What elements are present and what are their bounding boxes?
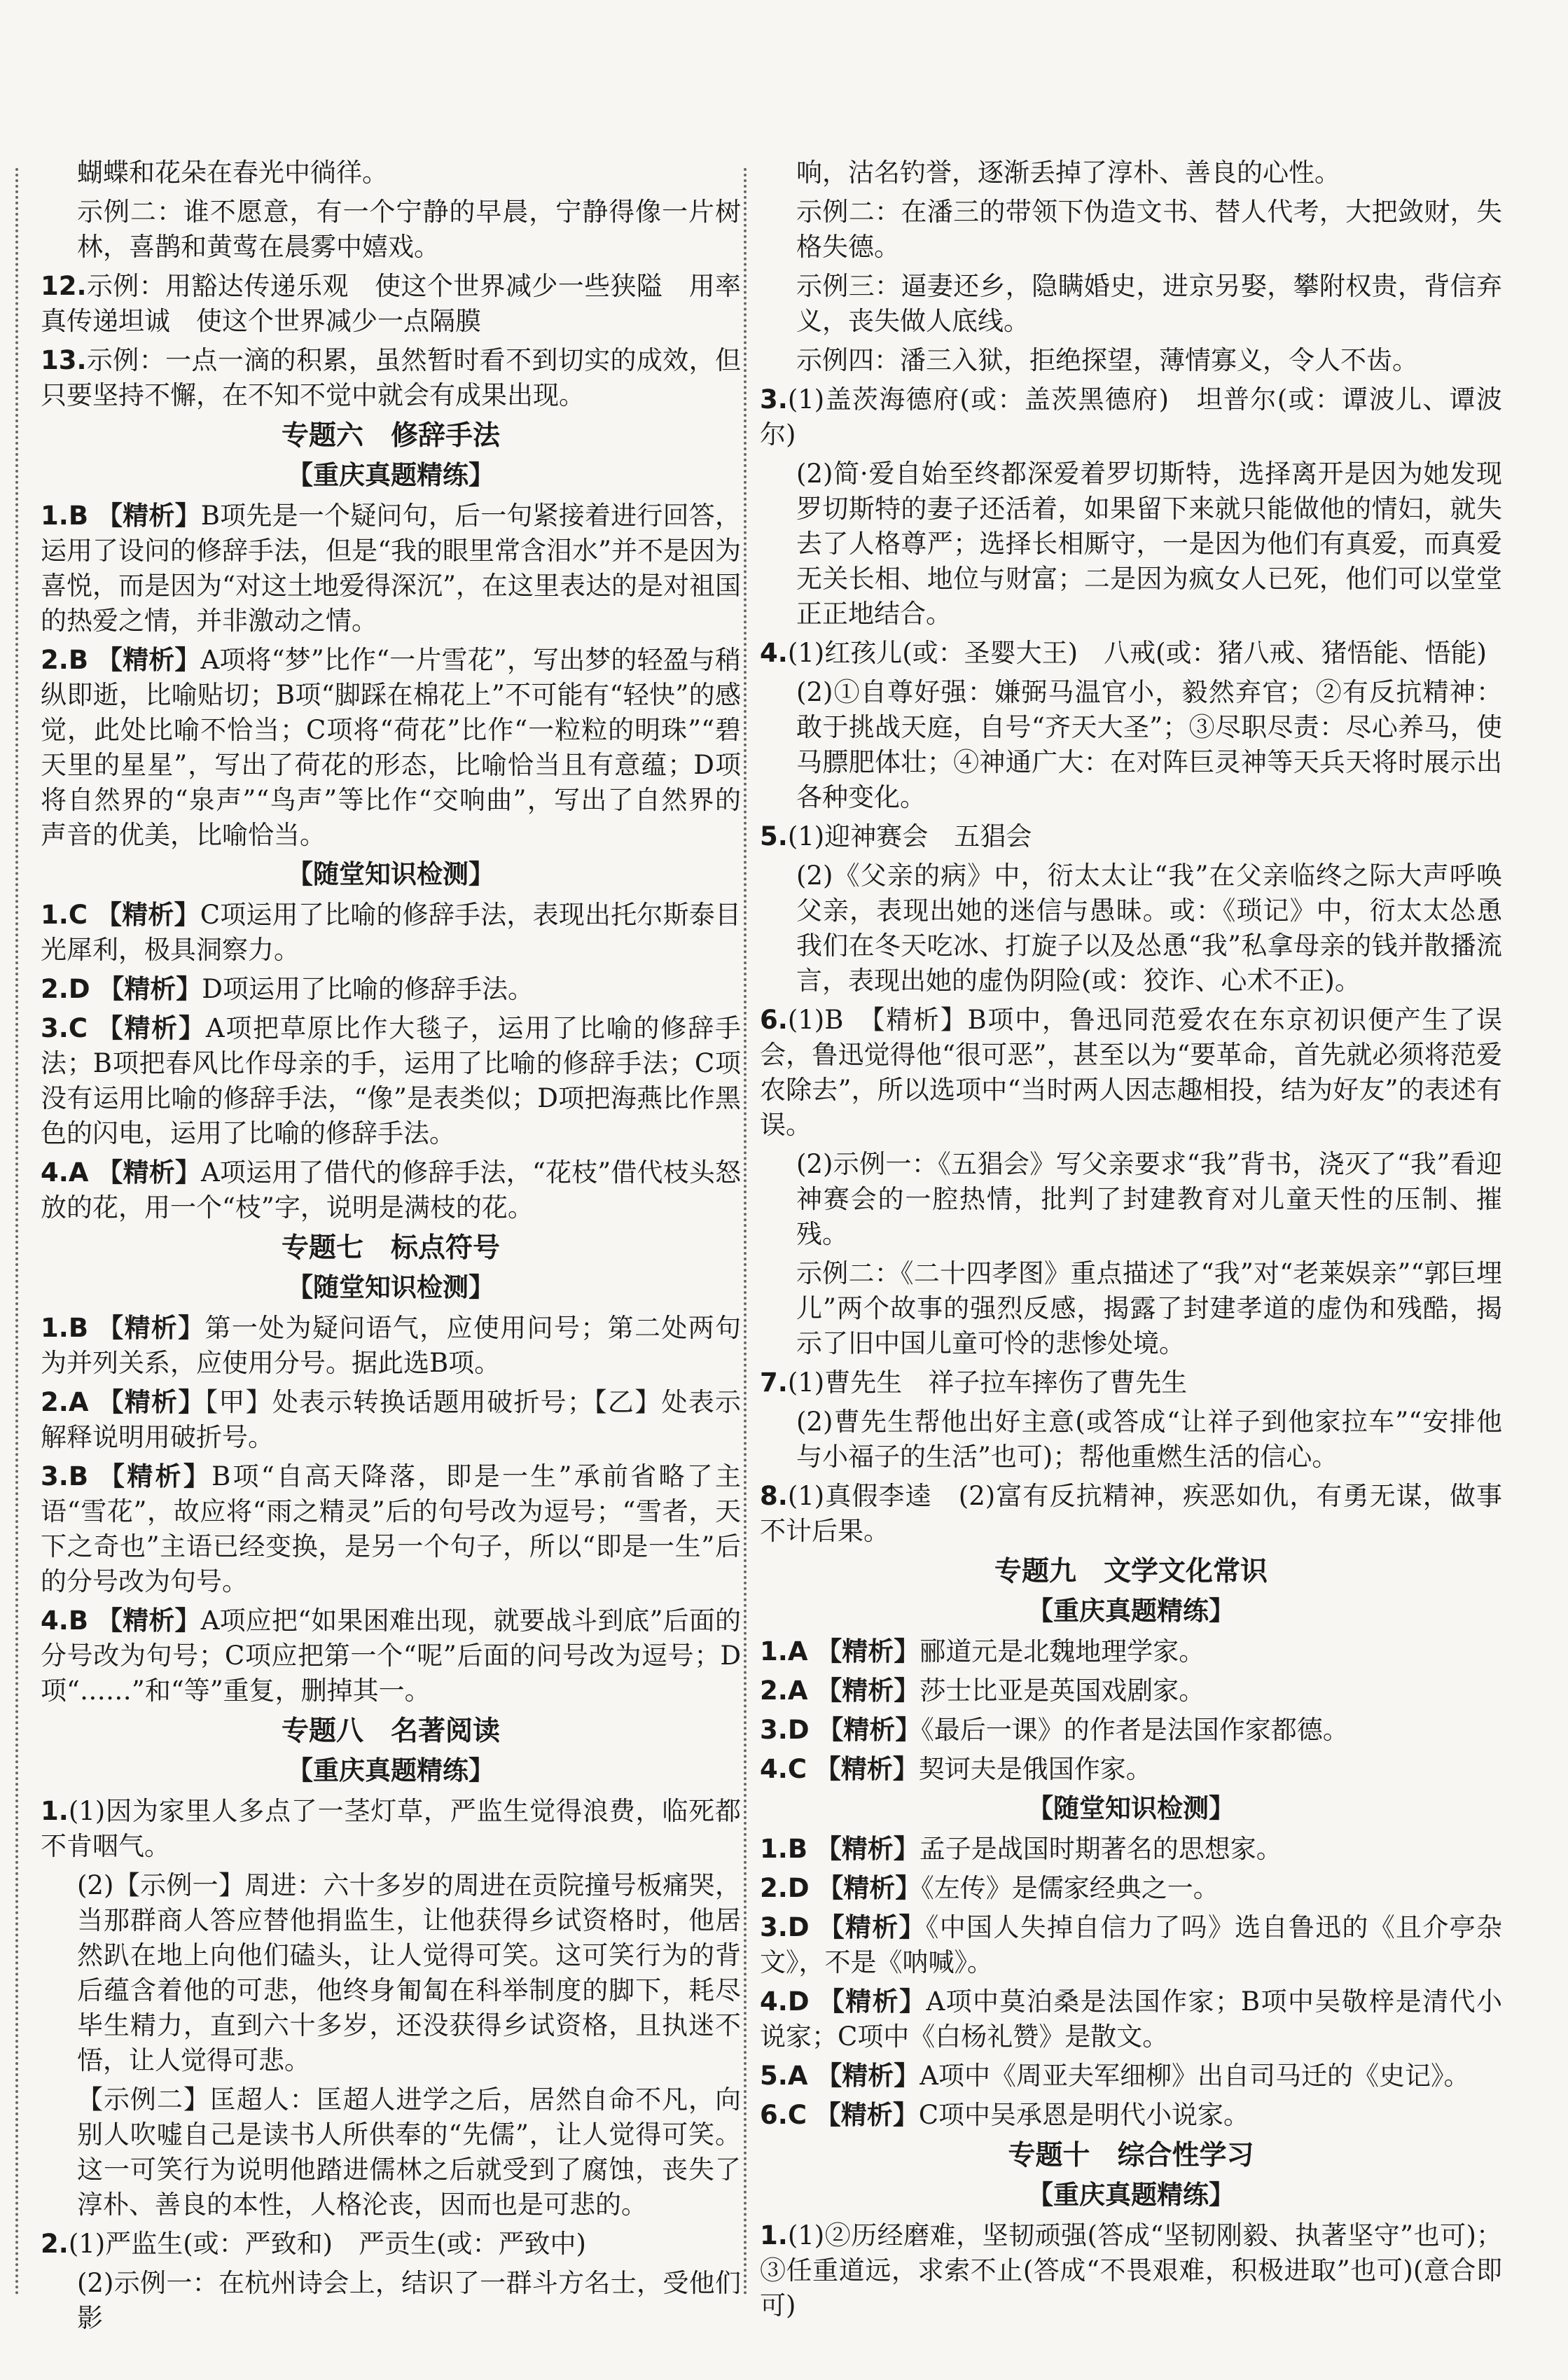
answer-paragraph — [760, 457, 1502, 632]
answer-text: C项中吴承恩是明代小说家。 — [918, 2100, 1250, 2130]
answer-paragraph — [760, 1256, 1502, 1361]
answer-text: (2)示例一：《五猖会》写父亲要求“我”背书，浇灭了“我”看迎神赛会的一腔热情，批判了封建教育对儿童天性的压制、摧残。 — [796, 1149, 1502, 1249]
analysis-tag: 【精析】 — [814, 1754, 919, 1784]
question-number: 4. — [41, 1157, 69, 1188]
answer-item — [41, 499, 741, 639]
question-number: 4. — [760, 638, 788, 668]
answer-paragraph — [760, 269, 1502, 339]
question-number: 13. — [41, 345, 87, 375]
question-number: 2. — [41, 2229, 69, 2259]
analysis-tag: 【精析】 — [817, 1873, 922, 1903]
answer-text: A项中莫泊桑是法国作家；B项中吴敬梓是清代小说家；C项中《白杨礼赞》是散文。 — [760, 1986, 1503, 2052]
analysis-tag: 【精析】 — [96, 645, 201, 675]
answer-text: 《中国人失掉自信力了吗》选自鲁迅的《且介亭杂文》，不是《呐喊》。 — [760, 1912, 1502, 1977]
question-number: 2. — [41, 1387, 69, 1417]
question-number: 1. — [760, 1636, 788, 1666]
answer-text: (1)②历经磨难，坚韧顽强(答成“坚韧刚毅、执著坚守”也可)；③任重道远，求索不止(答成“不畏艰难，积极进取”也可)(意合即可) — [760, 2220, 1502, 2320]
answer-choice: A — [68, 1157, 89, 1188]
analysis-tag: 【精析】 — [816, 2061, 920, 2091]
answer-item — [760, 382, 1502, 452]
answer-paragraph — [41, 155, 741, 190]
answer-text: 第一处为疑问语气，应使用问号；第二处两句为并列关系，应使用分号。据此选B项。 — [41, 1313, 742, 1378]
analysis-tag: 【精析】 — [95, 900, 200, 930]
subsection-heading: 【重庆真题精练】 — [287, 1755, 494, 1786]
answer-item — [41, 269, 741, 339]
answer-text: 示例二：《二十四孝图》重点描述了“我”对“老莱娱亲”“郭巨埋儿”两个故事的强烈反感，揭露了封建孝道的虚伪和残酷，揭示了旧中国儿童可怜的悲惨处境。 — [796, 1258, 1502, 1358]
answer-item — [41, 972, 741, 1007]
answer-choice: A — [68, 1387, 89, 1417]
answer-item — [760, 2059, 1502, 2094]
answer-item — [760, 2218, 1502, 2323]
answer-choice: D — [787, 1986, 810, 2017]
answer-text: (2)示例一：在杭州诗会上，结识了一群斗方名士，受他们影 — [77, 2268, 741, 2333]
left-margin-dotted-line — [15, 168, 18, 2297]
column-divider-dotted-line — [744, 168, 747, 2297]
answer-item — [760, 1871, 1502, 1906]
analysis-tag: 【精析】 — [816, 1636, 920, 1666]
answer-choice: B — [68, 1461, 89, 1491]
answer-text: 示例：一点一滴的积累，虽然暂时看不到切实的成效，但只要坚持不懈，在不知不觉中就会有成果出现。 — [41, 345, 741, 410]
question-number: 3. — [41, 1013, 69, 1043]
question-number: 2. — [41, 974, 69, 1004]
answer-item — [41, 898, 741, 968]
answer-choice: D — [787, 1715, 810, 1745]
analysis-tag: 【精析】 — [96, 501, 201, 531]
answer-paragraph — [760, 1147, 1502, 1252]
answer-item — [760, 1673, 1502, 1709]
question-number: 4. — [760, 1986, 788, 2017]
answer-item — [41, 643, 741, 853]
answer-text: (2)【示例一】周进：六十多岁的周进在贡院撞号板痛哭，当那群商人答应替他捐监生，让他获得乡试资格时，他居然趴在地上向他们磕头，让人觉得可笑。这可笑行为的背后蕴含着他的可悲，他终身匍匐在科举制度的脚下，耗尽毕生精力，直到六十多岁，还没获得乡试资格，且执迷不悟，让人觉得可悲。 — [77, 1870, 741, 2075]
answer-text: 郦道元是北魏地理学家。 — [920, 1636, 1205, 1666]
answer-text: 响，沽名钓誉，逐渐丢掉了淳朴、善良的心性。 — [796, 158, 1340, 188]
section-heading: 专题七 标点符号 — [281, 1232, 500, 1264]
answer-item — [760, 1752, 1502, 1787]
analysis-tag: 【精析】 — [98, 974, 202, 1004]
question-number: 2. — [760, 1676, 788, 1706]
question-number: 1. — [41, 1313, 69, 1343]
question-number: 1. — [41, 900, 69, 930]
answer-item — [760, 1910, 1502, 1980]
answer-text: A项将“梦”比作“一片雪花”，写出梦的轻盈与稍纵即逝，比喻贴切；B项“脚踩在棉花上”不可能有“轻快”的感觉，此处比喻不恰当；C项将“荷花”比作“一粒粒的明珠”“碧天里的星星”，写出了荷花的形态，比喻恰当且有意蕴；D项将自然界的“泉声”“鸟声”等比作“交响曲”，写出了自然界的声音的优美，比喻恰当。 — [41, 645, 742, 850]
answer-choice: A — [787, 1676, 808, 1706]
answer-text: C项运用了比喻的修辞手法，表现出托尔斯泰目光犀利，极具洞察力。 — [41, 900, 742, 965]
answer-paragraph — [760, 1405, 1502, 1475]
answer-item — [760, 1832, 1502, 1867]
answer-paragraph — [41, 195, 741, 265]
answer-choice: D — [787, 1912, 810, 1942]
answer-text: 《左传》是儒家经典之一。 — [921, 1873, 1219, 1903]
analysis-tag: 【精析】 — [97, 1313, 205, 1343]
answer-item — [41, 343, 741, 413]
answer-choice: B — [68, 1606, 89, 1636]
answer-paragraph — [41, 2082, 741, 2222]
answer-text: (2)《父亲的病》中，衍太太让“我”在父亲临终之际大声呼唤父亲，表现出她的迷信与愚昧。或：《琐记》中，衍太太怂恿我们在冬天吃冰、打旋子以及怂恿“我”私拿母亲的钱并散播流言，表现出她的虚伪阴险(或：狡诈、心术不正)。 — [796, 861, 1502, 996]
left-column — [41, 155, 741, 2340]
answer-text: (2)曹先生帮他出好主意(或答成“让祥子到他家拉车”“安排他与小福子的生活”也可)；帮他重燃生活的信心。 — [796, 1407, 1502, 1472]
answer-text: 莎士比亚是英国戏剧家。 — [920, 1676, 1205, 1706]
question-number: 1. — [41, 1796, 69, 1826]
analysis-tag: 【精析】 — [97, 1387, 205, 1417]
answer-paragraph — [760, 858, 1502, 998]
question-number: 3. — [760, 384, 788, 415]
question-number: 3. — [41, 1461, 69, 1491]
answer-paragraph — [760, 195, 1502, 265]
answer-item — [41, 2227, 741, 2262]
question-number: 3. — [760, 1715, 788, 1745]
question-number: 5. — [760, 821, 788, 851]
answer-text: (1)因为家里人多点了一茎灯草，严监生觉得浪费，临死都不肯咽气。 — [41, 1796, 741, 1861]
answer-text: 示例三：逼妻还乡，隐瞒婚史，进京另娶，攀附权贵，背信弃义，丧失做人底线。 — [796, 271, 1502, 336]
answer-item — [760, 2098, 1502, 2133]
answer-choice: A — [787, 1636, 808, 1666]
answer-choice: B — [787, 1834, 808, 1864]
answer-choice: A — [787, 2061, 808, 2091]
answer-item — [41, 1011, 741, 1151]
answer-text: (1)真假李逵 (2)富有反抗精神，疾恶如仇，有勇无谋，做事不计后果。 — [760, 1481, 1502, 1546]
answer-text: 示例四：潘三入狱，拒绝探望，薄情寡义，令人不齿。 — [796, 345, 1418, 375]
section-heading: 专题九 文学文化常识 — [994, 1556, 1268, 1587]
answer-paragraph — [760, 675, 1502, 815]
question-number: 8. — [760, 1481, 788, 1511]
right-column — [760, 155, 1502, 2327]
answer-text: (1)盖茨海德府(或：盖茨黑德府) 坦普尔(或：谭波儿、谭波尔) — [760, 384, 1502, 450]
answer-item — [760, 1713, 1502, 1748]
answer-paragraph — [760, 343, 1502, 378]
analysis-tag: 【精析】 — [97, 1013, 206, 1043]
answer-text: (1)B 【精析】B项中，鲁迅同范爱农在东京初识便产生了误会，鲁迅觉得他“很可恶”，甚至以为“要革命，首先就必须将范爱农除去”，所以选项中“当时两人因志趣相投，结为好友”的表述有误。 — [760, 1005, 1502, 1140]
answer-text: 【示例二】匡超人：匡超人进学之后，居然自命不凡，向别人吹嘘自己是读书人所供奉的“先儒”，让人觉得可笑。这一可笑行为说明他踏进儒林之后就受到了腐蚀，丧失了淳朴、善良的本性，人格沦丧，因而也是可悲的。 — [77, 2085, 741, 2220]
analysis-tag: 【精析】 — [818, 1912, 926, 1942]
answer-choice: B — [68, 501, 89, 531]
answer-text: 契诃夫是俄国作家。 — [918, 1754, 1152, 1784]
question-number: 6. — [760, 2100, 788, 2130]
answer-text: (2)简·爱自始至终都深爱着罗切斯特，选择离开是因为她发现罗切斯特的妻子还活着，如果留下来就只能做他的情妇，就失去了人格尊严；选择长相厮守，一是因为他们有真爱，而真爱无关长相、地位与财富；二是因为疯女人已死，他们可以堂堂正正地结合。 — [796, 459, 1502, 629]
answer-item — [760, 1003, 1502, 1143]
question-number: 3. — [760, 1912, 788, 1942]
answer-text: 示例二：在潘三的带领下伪造文书、替人代考，大把敛财，失格失德。 — [796, 197, 1502, 262]
answer-text: 示例：用豁达传递乐观 使这个世界减少一些狭隘 用率真传递坦诚 使这个世界减少一点隔膜 — [41, 271, 741, 336]
analysis-tag: 【精析】 — [814, 2100, 919, 2130]
section-heading: 专题八 名著阅读 — [281, 1716, 500, 1747]
answer-text: (1)迎神赛会 五猖会 — [787, 821, 1032, 851]
analysis-tag: 【精析】 — [816, 1676, 920, 1706]
answer-text: (1)红孩儿(或：圣婴大王) 八戒(或：猪八戒、猪悟能、悟能) — [787, 638, 1487, 668]
answer-item — [760, 1634, 1502, 1669]
answer-item — [41, 1459, 741, 1599]
answer-text: D项运用了比喻的修辞手法。 — [202, 974, 534, 1004]
answer-text: B项“自高天降落，即是一生”承前省略了主语“雪花”，故应将“雨之精灵”后的句号改为逗号；“雪者，天下之奇也”主语已经变换，是另一个句子，所以“即是一生”后的分号改为句号。 — [41, 1461, 741, 1596]
analysis-tag: 【精析】 — [815, 1834, 920, 1864]
answer-text: 示例二：谁不愿意，有一个宁静的早晨，宁静得像一片树林，喜鹊和黄莺在晨雾中嬉戏。 — [77, 197, 741, 262]
answer-text: A项中《周亚夫军细柳》出自司马迁的《史记》。 — [920, 2061, 1470, 2091]
subsection-heading: 【随堂知识检测】 — [287, 859, 494, 889]
question-number: 4. — [760, 1754, 788, 1784]
answer-text: A项把草原比作大毯子，运用了比喻的修辞手法；B项把春风比作母亲的手，运用了比喻的修辞手法；C项没有运用比喻的修辞手法，“像”是表类似；D项把海燕比作黑色的闪电，运用了比喻的修辞手法。 — [41, 1013, 741, 1148]
question-number: 12. — [41, 271, 87, 301]
answer-item — [41, 1155, 741, 1225]
answer-item — [41, 1311, 741, 1381]
analysis-tag: 【精析】 — [97, 1157, 202, 1188]
question-number: 1. — [760, 2220, 788, 2250]
answer-choice: D — [787, 1873, 810, 1903]
answer-choice: C — [787, 1754, 807, 1784]
question-number: 5. — [760, 2061, 788, 2091]
answer-choice: D — [68, 974, 90, 1004]
subsection-heading: 【随堂知识检测】 — [1027, 1793, 1235, 1823]
section-heading: 专题十 综合性学习 — [1008, 2140, 1254, 2171]
answer-choice: C — [68, 1013, 88, 1043]
answer-choice: C — [787, 2100, 807, 2130]
answer-text: B项先是一个疑问句，后一句紧接着进行回答，运用了设问的修辞手法，但是“我的眼里常含泪水”并不是因为喜悦，而是因为“对这土地爱得深沉”，在这里表达的是对祖国的热爱之情，并非激动之情。 — [41, 501, 741, 636]
section-heading: 专题六 修辞手法 — [281, 420, 500, 452]
question-number: 4. — [41, 1606, 69, 1636]
answer-text: 《最后一课》的作者是法国作家都德。 — [921, 1715, 1349, 1745]
analysis-tag: 【精析】 — [99, 1461, 212, 1491]
answer-item — [760, 636, 1502, 671]
answer-paragraph — [41, 1868, 741, 2078]
answer-choice: C — [68, 900, 88, 930]
subsection-heading: 【重庆真题精练】 — [1027, 1596, 1235, 1626]
answer-text: (1)曹先生 祥子拉车摔伤了曹先生 — [787, 1368, 1188, 1398]
answer-item — [41, 1794, 741, 1864]
analysis-tag: 【精析】 — [818, 1986, 927, 2017]
answer-choice: B — [68, 645, 89, 675]
question-number: 7. — [760, 1368, 788, 1398]
subsection-heading: 【重庆真题精练】 — [1027, 2180, 1235, 2210]
answer-text: 蝴蝶和花朵在春光中徜徉。 — [77, 158, 388, 188]
answer-text: 【甲】处表示转换话题用破折号；【乙】处表示解释说明用破折号。 — [41, 1387, 742, 1452]
answer-paragraph — [41, 2266, 741, 2336]
subsection-heading: 【随堂知识检测】 — [287, 1272, 494, 1302]
answer-item — [760, 1365, 1502, 1400]
answer-item — [41, 1385, 741, 1455]
answer-text: (2)①自尊好强：嫌弼马温官小，毅然弃官；②有反抗精神：敢于挑战天庭，自号“齐天大圣”；③尽职尽责：尽心养马，使马膘肥体壮；④神通广大：在对阵巨灵神等天兵天将时展示出各种变化。 — [796, 677, 1502, 812]
question-number: 2. — [41, 645, 69, 675]
answer-text: (1)严监生(或：严致和) 严贡生(或：严致中) — [68, 2229, 586, 2259]
answer-text: A项运用了借代的修辞手法，“花枝”借代枝头怒放的花，用一个“枝”字，说明是满枝的花。 — [41, 1157, 742, 1223]
question-number: 1. — [760, 1834, 788, 1864]
question-number: 6. — [760, 1005, 788, 1035]
question-number: 2. — [760, 1873, 788, 1903]
subsection-heading: 【重庆真题精练】 — [287, 460, 494, 490]
answer-choice: B — [68, 1313, 89, 1343]
analysis-tag: 【精析】 — [96, 1606, 201, 1636]
question-number: 1. — [41, 501, 69, 531]
analysis-tag: 【精析】 — [817, 1715, 922, 1745]
answer-item — [760, 1984, 1502, 2054]
answer-item — [760, 1479, 1502, 1549]
answer-text: A项应把“如果困难出现，就要战斗到底”后面的分号改为句号；C项应把第一个“呢”后面的问号改为逗号；D项“……”和“等”重复，删掉其一。 — [41, 1606, 741, 1706]
answer-item — [41, 1603, 741, 1709]
answer-paragraph — [760, 155, 1502, 190]
answer-item — [760, 819, 1502, 854]
answer-text: 孟子是战国时期著名的思想家。 — [919, 1834, 1282, 1864]
